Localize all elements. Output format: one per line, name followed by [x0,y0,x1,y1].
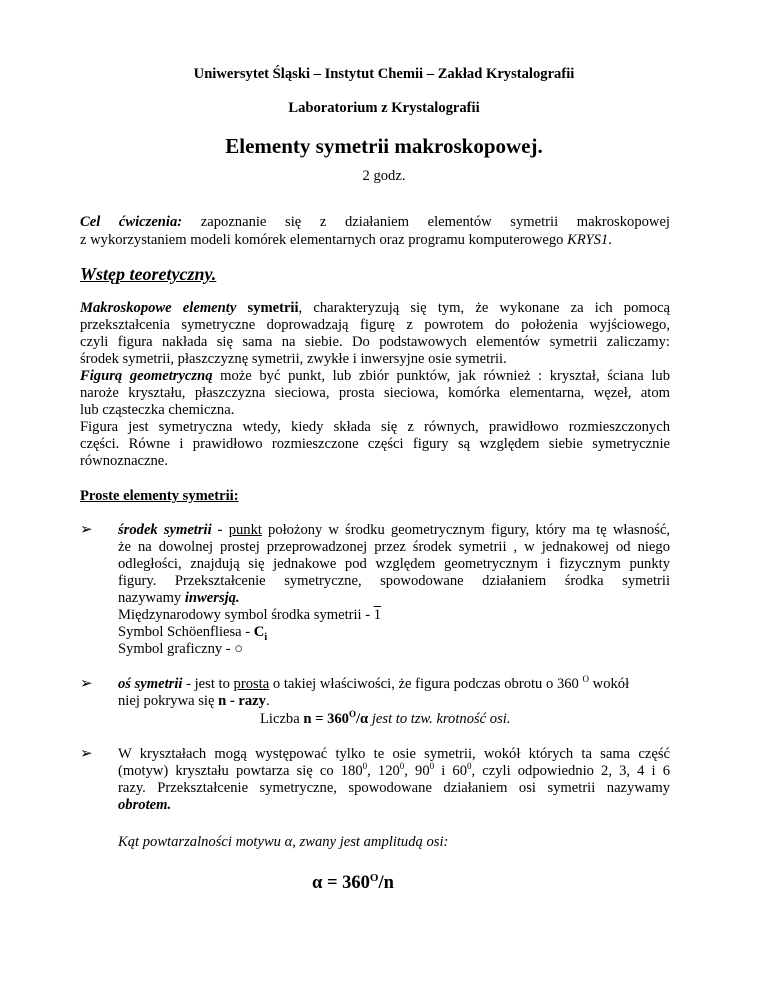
intro-p3-l2: części. Równe i prawidłowo rozmieszczone części figury są względem siebie symetrycznie [80,436,670,452]
intro-p2-text: może być punkt, lub zbiór punktów, jak również : kryształ, ściana lub [212,368,670,384]
center-l5 [118,590,670,607]
intro-p1-l3: czyli figura nakłada się sama na siebie. Do podstawowych elementów symetrii zaliczamy: [80,334,670,350]
cryst-l2 [118,763,670,780]
deg-sup-3: 0 [429,761,435,772]
deg-sup-4: 0 [467,761,472,772]
axis-text-1a: - jest to [182,676,234,692]
center-text-5: nazywamy [118,590,185,606]
multiplicity-line [260,711,680,728]
duration: 2 godz. [362,168,406,184]
intro-p1-l4: środek symetrii, płaszczyznę symetrii, zwykłe i inwersyjne osie symetrii. [80,351,507,367]
amplitude-formula [312,872,512,894]
degree-sup: O [582,674,589,685]
intl-symbol: 1 [373,607,382,623]
term-figure: Figurą geometryczną [80,368,213,384]
term-symmetry: symetrii [247,300,299,316]
simple-elements-heading: Proste elementy symetrii: [80,488,239,504]
axis-text-2c: . [265,693,270,709]
lab-title: Laboratorium z Krystalografii [288,100,480,116]
cryst-l1: W kryształach mogą występować tylko te osie symetrii, wokół których ta sama część [118,746,670,762]
intro-p3-l3: równoznaczne. [80,453,168,469]
count-formula: n = 360 [303,711,349,727]
term-point: punkt [228,522,262,538]
graphic-symbol-line: Symbol graficzny - ○ [118,641,244,657]
center-l4: figury. Przekształcenie symetryczne, spowodowane działaniem środka symetrii [118,573,670,589]
intl-symbol-line [118,607,670,624]
formula-part-b: /n [378,873,394,893]
formula-part-a: α = 360 [312,873,370,893]
cryst-text-2d: i 60 [434,763,468,779]
cryst-l3: razy. Przekształcenie symetryczne, spowodowane działaniem osi symetrii nazywamy [118,780,670,796]
arrow-bullet-icon: ➢ [80,522,93,538]
axis-text-1c: o takiej właściwości, że figura podczas obrotu o 360 [269,676,583,692]
axis-l2 [118,693,670,710]
institution-header: Uniwersytet Śląski – Instytut Chemii – Zakład Krystalografii [193,66,575,82]
goal-period: . [608,232,612,248]
count-label: Liczba [260,711,304,727]
schoen-symbol: C [253,624,265,640]
term-inversion: inwersją. [184,590,240,606]
center-l3: odległości, znajdują się jednakowe pod względem geometrycznym i fizycznym punkty [118,556,670,572]
deg-sup-1: 0 [362,761,368,772]
cryst-text-2b: , 120 [367,763,400,779]
term-center: środek symetrii - [118,522,223,538]
goal-label: Cel ćwiczenia: [80,214,183,230]
goal-text-2: z wykorzystaniem modeli komórek elementarnych oraz programu komputerowego [80,232,568,248]
center-l1 [118,522,670,539]
goal-line-2 [80,232,670,249]
center-text-1: położony w środku geometrycznym figury, który ma tę własność, [261,522,670,538]
intro-p1-l1 [80,300,670,317]
term-line: prosta [233,676,270,692]
arrow-bullet-icon: ➢ [80,676,93,692]
schoen-subscript: i [264,631,268,643]
term-rotation: obrotem. [118,797,172,813]
intro-p2-l1 [80,368,670,385]
intro-p1-text: , charakteryzują się tym, że wykonane za ich pomocą [298,300,670,316]
schoen-label: Symbol Schöenfliesa - [118,624,254,640]
term-macro: Makroskopowe elementy [80,300,237,316]
angle-text: Kąt powtarzalności motywu α, zwany jest amplitudą osi: [118,834,449,850]
count-alpha: /α [356,711,369,727]
cryst-text-2e: , czyli odpowiednio 2, 3, 4 i 6 [471,763,671,779]
term-n-times: n - razy [218,693,266,709]
axis-l1 [118,676,670,693]
program-name: KRYS1 [567,232,609,248]
count-note: jest to tzw. krotność osi. [368,711,511,727]
axis-text-1d: wokół [589,676,630,692]
cryst-text-2a: (motyw) kryształu powtarza się co 180 [118,763,363,779]
deg-sup-2: 0 [399,761,405,772]
term-axis: oś symetrii [118,676,183,692]
axis-text-2a: niej pokrywa się [118,693,219,709]
intro-heading: Wstęp teoretyczny. [80,264,217,284]
center-l2: że na dowolnej prostej przeprowadzonej przez środek symetrii , w jednakowej od niego [118,539,670,555]
formula-sup: O [369,871,379,884]
count-sup: O [348,709,356,720]
intro-p1-l2: przekształcenia symetryczne doprowadzają figurę z powrotem do położenia wyjściowego, [80,317,670,333]
goal-line-1 [80,214,670,231]
intro-p2-l3: lub cząsteczka chemiczna. [80,402,235,418]
goal-text-1: zapoznanie się z działaniem elementów symetrii makroskopowej [200,214,670,230]
intro-p3-l1: Figura jest symetryczna wtedy, kiedy składa się z równych, prawidłowo rozmieszczonych [80,419,670,435]
document-title: Elementy symetrii makroskopowej. [225,134,543,158]
intl-symbol-label: Międzynarodowy symbol środka symetrii - [118,607,374,623]
intro-p2-l2: naroże kryształu, płaszczyzna sieciowa, prosta sieciowa, komórka elementarna, węzeł, atom [80,385,670,401]
cryst-text-2c: , 90 [404,763,430,779]
arrow-bullet-icon: ➢ [80,746,93,762]
